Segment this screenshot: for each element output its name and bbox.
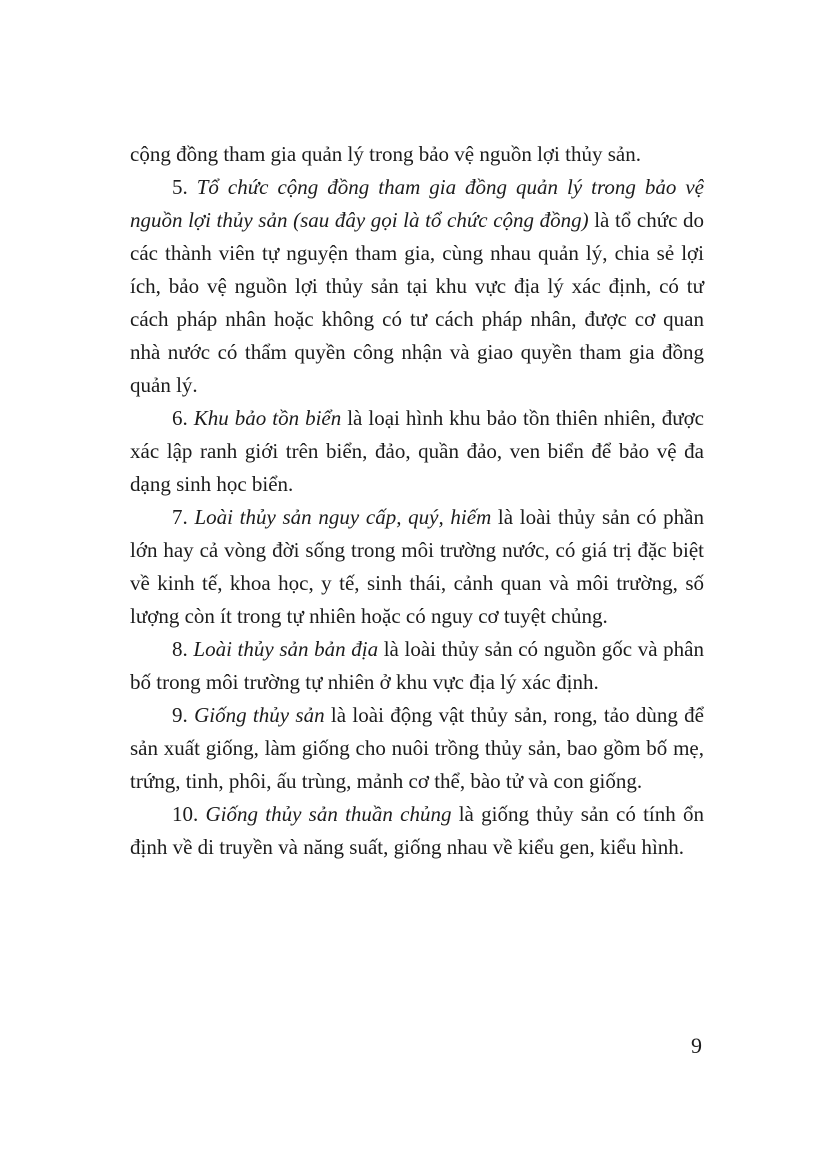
- text-segment: là loài thủy sản có nguồn gốc và phân bố trong môi trường tự nhiên ở khu vực địa lý xác định.: [130, 637, 705, 694]
- text-segment: 7.: [172, 505, 195, 529]
- paragraph: [130, 699, 704, 798]
- text-segment: Giống thủy sản: [194, 703, 325, 727]
- paragraph: [130, 798, 704, 864]
- text-block: [130, 138, 704, 864]
- text-segment: 8.: [172, 637, 194, 661]
- text-segment: Loài thủy sản nguy cấp, quý, hiếm: [194, 505, 492, 529]
- paragraph: [130, 171, 704, 402]
- paragraph: [130, 138, 704, 171]
- paragraph: [130, 633, 704, 699]
- text-segment: là loài thủy sản có phần lớn hay cả vòng đời sống trong môi trường nước, có giá trị đặc biệt về kinh tế, khoa học, y tế, sinh thái, cảnh quan và môi trường, số lượng còn ít trong tự nhiên hoặc có nguy cơ tuyệt chủng.: [130, 505, 705, 628]
- text-segment: là giống thủy sản có tính ổn định về di truyền và năng suất, giống nhau về kiểu gen, kiểu hình.: [130, 802, 704, 859]
- text-segment: Loài thủy sản bản địa: [193, 637, 379, 661]
- text-segment: 5.: [172, 175, 197, 199]
- text-segment: là loài động vật thủy sản, rong, tảo dùng để sản xuất giống, làm giống cho nuôi trồng thủy sản, bao gồm bố mẹ, trứng, tinh, phôi, ấu trùng, mảnh cơ thể, bào tử và con giống.: [130, 703, 705, 793]
- text-segment: là loại hình khu bảo tồn thiên nhiên, được xác lập ranh giới trên biển, đảo, quần đảo, ven biển để bảo vệ đa dạng sinh học biển.: [130, 406, 705, 496]
- text-segment: cộng đồng tham gia quản lý trong bảo vệ nguồn lợi thủy sản.: [130, 142, 641, 166]
- text-segment: 6.: [172, 406, 194, 430]
- text-segment: Giống thủy sản thuần chủng: [205, 802, 452, 826]
- text-segment: 10.: [172, 802, 206, 826]
- text-segment: Khu bảo tồn biển: [193, 406, 342, 430]
- page-number: 9: [691, 1033, 702, 1058]
- paragraph: [130, 402, 704, 501]
- paragraph: [130, 501, 704, 633]
- text-segment: 9.: [172, 703, 195, 727]
- text-segment: Tổ chức cộng đồng tham gia đồng quản lý trong bảo vệ nguồn lợi thủy sản (sau đây gọi là tổ chức cộng đồng): [130, 175, 704, 232]
- text-segment: là tổ chức do các thành viên tự nguyện tham gia, cùng nhau quản lý, chia sẻ lợi ích, bảo vệ nguồn lợi thủy sản tại khu vực địa lý xác định, có tư cách pháp nhân hoặc không có tư cách pháp nhân, được cơ quan nhà nước có thẩm quyền công nhận và giao quyền tham gia đồng quản lý.: [130, 208, 705, 397]
